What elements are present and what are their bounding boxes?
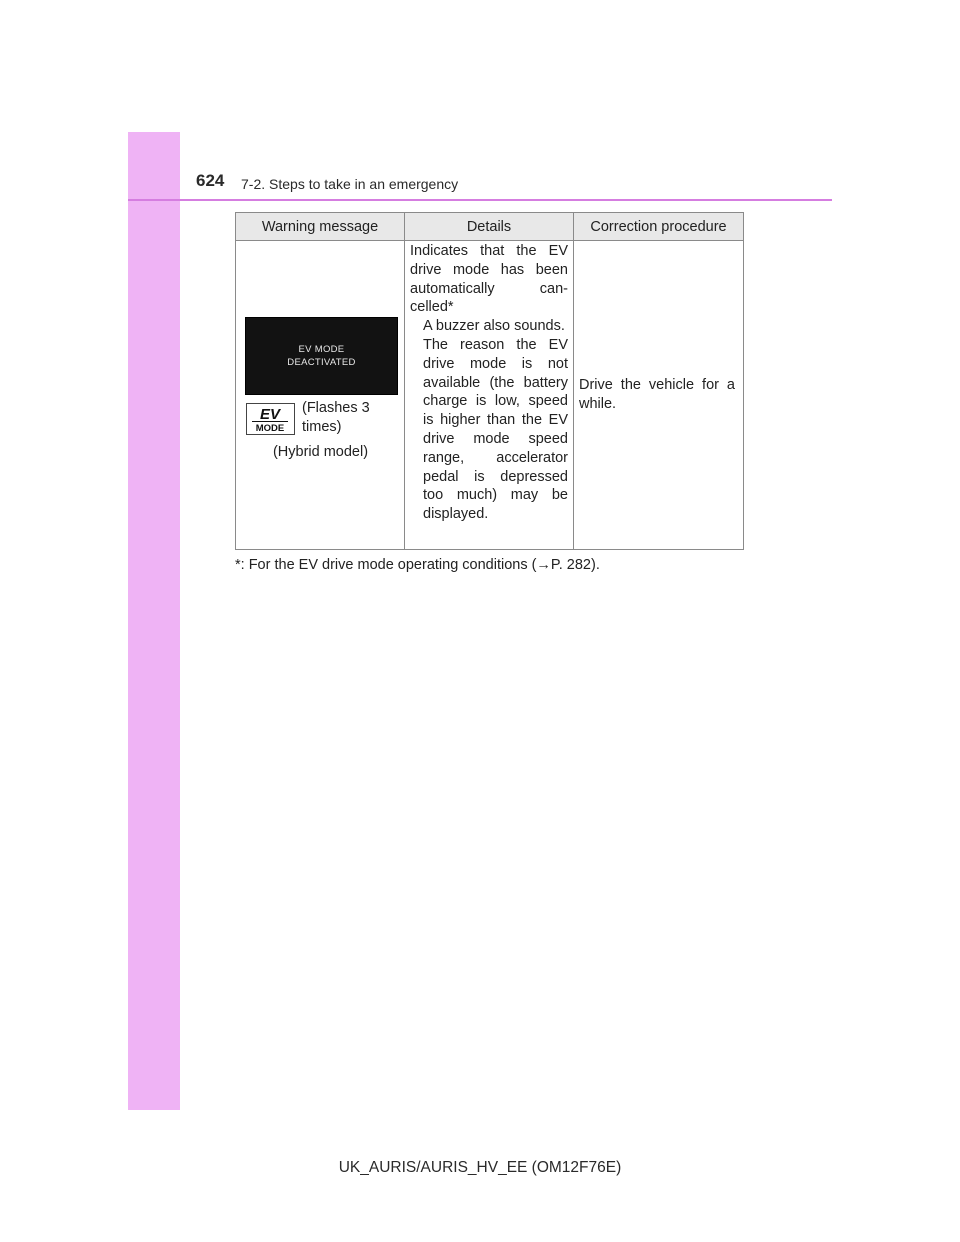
- table-row: [236, 241, 744, 550]
- column-header-details: Details: [405, 213, 574, 241]
- chapter-side-tab: [128, 132, 180, 1110]
- display-line-1: EV MODE: [298, 344, 345, 355]
- footnote: *: For the EV drive mode operating conditions (→P. 282).: [235, 557, 600, 573]
- hybrid-model-note: (Hybrid model): [272, 444, 369, 460]
- page-number: 624: [196, 171, 225, 190]
- flash-note: (Flashes 3 times): [302, 400, 370, 435]
- ev-icon-label-top: EV: [259, 406, 281, 423]
- ev-mode-deactivated-display: [245, 317, 398, 395]
- section-title: 7-2. Steps to take in an emergency: [241, 176, 459, 192]
- ev-icon-label-bottom: MODE: [255, 423, 285, 433]
- details-cell: [405, 241, 574, 550]
- display-line-2: DEACTIVATED: [287, 357, 356, 368]
- document-code-footer: UK_AURIS/AURIS_HV_EE (OM12F76E): [338, 1159, 622, 1176]
- header-divider: [128, 199, 832, 201]
- details-buzzer-note: A buzzer also sounds.: [423, 318, 565, 335]
- column-header-correction-procedure: Correction procedure: [574, 213, 744, 241]
- warning-message-table: [235, 212, 744, 550]
- warning-message-cell: [236, 241, 405, 550]
- table-header-row: [236, 213, 744, 241]
- details-reason-note: The reason the EV drive mode is not available (the battery charge is low, speed is higher than the EV drive mode speed range, accelerator pedal is depressed too much) may be displayed.: [423, 336, 568, 523]
- column-header-warning-message: Warning message: [236, 213, 405, 241]
- ev-mode-indicator-icon: [246, 403, 295, 435]
- correction-procedure-cell: Drive the vehicle for a while.: [574, 241, 744, 550]
- details-lead: Indicates that the EV drive mode has been automatically can-celled*: [410, 243, 568, 316]
